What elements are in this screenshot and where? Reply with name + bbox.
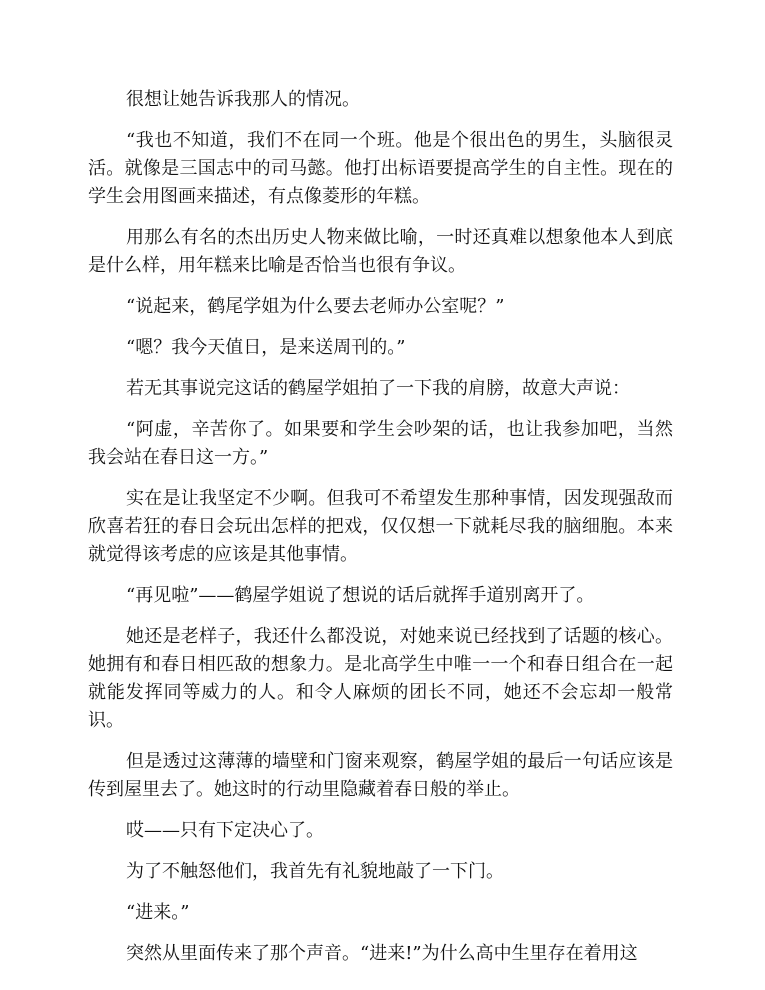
paragraph: 她还是老样子，我还什么都没说，对她来说已经找到了话题的核心。她拥有和春日相匹敌的想象力。是北高学生中唯一一个和春日组合在一起就能发挥同等威力的人。和令人麻烦的团长不同，她还不会忘却一般常识。 bbox=[88, 626, 673, 731]
paragraph: 为了不触怒他们，我首先有礼貌地敲了一下门。 bbox=[126, 861, 504, 882]
paragraph: “嗯？我今天值日，是来送周刊的。” bbox=[126, 337, 406, 358]
paragraph: “我也不知道，我们不在同一个班。他是个很出色的男生，头脑很灵活。就像是三国志中的司马懿。他打出标语要提高学生的自主性。现在的学生会用图画来描述，有点像菱形的年糕。 bbox=[88, 130, 673, 207]
paragraph: “阿虚，辛苦你了。如果要和学生会吵架的话，也让我参加吧，当然我会站在春日这一方。” bbox=[88, 419, 673, 468]
paragraph: “说起来，鹤尾学姐为什么要去老师办公室呢？” bbox=[126, 296, 505, 317]
paragraph: 实在是让我坚定不少啊。但我可不希望发生那种事情，因发现强敌而欣喜若狂的春日会玩出怎样的把戏，仅仅想一下就耗尽我的脑细胞。本来就觉得该考虑的应该是其他事情。 bbox=[88, 488, 673, 565]
paragraph: “再见啦”——鹤屋学姐说了想说的话后就挥手道别离开了。 bbox=[126, 585, 595, 606]
paragraph: 哎——只有下定决心了。 bbox=[126, 820, 324, 841]
paragraph: 突然从里面传来了那个声音。“进来!”为什么高中生里存在着用这 bbox=[126, 943, 638, 964]
paragraph: 但是透过这薄薄的墙壁和门窗来观察，鹤屋学姐的最后一句话应该是传到屋里去了。她这时的行动里隐藏着春日般的举止。 bbox=[88, 751, 673, 800]
paragraph: 用那么有名的杰出历史人物来做比喻，一时还真难以想象他本人到底是什么样，用年糕来比喻是否恰当也很有争议。 bbox=[88, 227, 673, 276]
paragraph: “进来。” bbox=[126, 902, 190, 923]
document-page bbox=[88, 86, 673, 981]
paragraph: 很想让她告诉我那人的情况。 bbox=[126, 89, 360, 110]
paragraph: 若无其事说完这话的鹤屋学姐拍了一下我的肩膀，故意大声说： bbox=[126, 378, 630, 399]
